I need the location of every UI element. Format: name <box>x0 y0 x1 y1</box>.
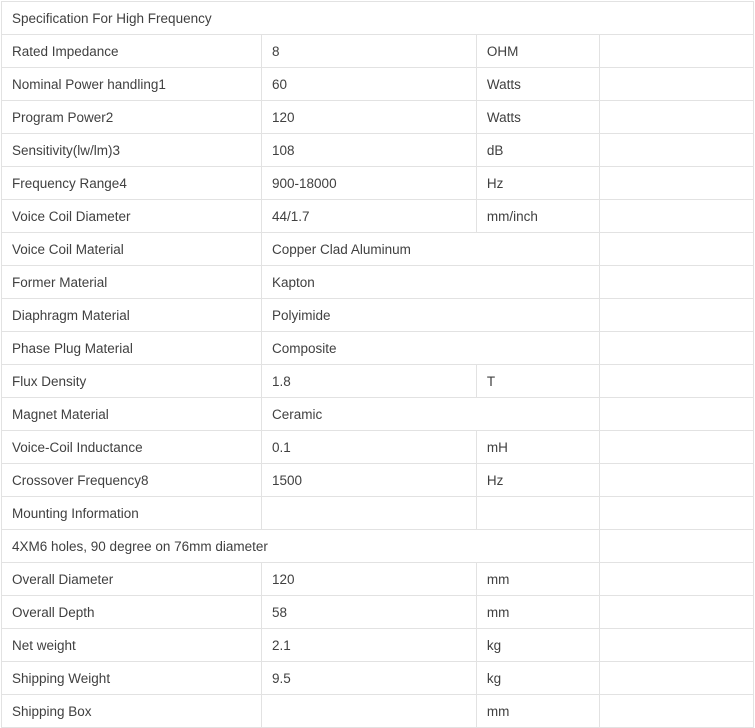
row-value: Copper Clad Aluminum <box>262 233 600 266</box>
row-extra <box>600 167 754 200</box>
row-extra <box>600 563 754 596</box>
table-row <box>2 35 754 68</box>
row-extra <box>600 596 754 629</box>
row-extra <box>600 68 754 101</box>
row-value: Kapton <box>262 266 600 299</box>
table-row <box>2 398 754 431</box>
row-unit: Hz <box>476 464 599 497</box>
row-label: Sensitivity(lw/lm)3 <box>2 134 262 167</box>
table-row <box>2 365 754 398</box>
row-unit: kg <box>476 662 599 695</box>
row-value <box>262 695 477 728</box>
table-row <box>2 332 754 365</box>
row-label: Voice-Coil Inductance <box>2 431 262 464</box>
table-row-title <box>2 2 754 35</box>
row-value: 8 <box>262 35 477 68</box>
row-label: Voice Coil Material <box>2 233 262 266</box>
row-value: Composite <box>262 332 600 365</box>
row-extra <box>600 134 754 167</box>
row-extra <box>600 662 754 695</box>
row-label: Overall Diameter <box>2 563 262 596</box>
row-value: 1.8 <box>262 365 477 398</box>
row-extra <box>600 431 754 464</box>
row-label: Magnet Material <box>2 398 262 431</box>
row-label: Frequency Range4 <box>2 167 262 200</box>
row-extra <box>600 497 754 530</box>
row-value: 2.1 <box>262 629 477 662</box>
row-value: 58 <box>262 596 477 629</box>
row-value <box>262 497 477 530</box>
row-value: 120 <box>262 101 477 134</box>
row-unit: OHM <box>476 35 599 68</box>
row-label: Shipping Weight <box>2 662 262 695</box>
row-unit: mH <box>476 431 599 464</box>
row-label: Phase Plug Material <box>2 332 262 365</box>
specification-sheet <box>0 1 755 719</box>
row-extra <box>600 464 754 497</box>
row-value: Ceramic <box>262 398 600 431</box>
table-row <box>2 464 754 497</box>
row-extra <box>600 398 754 431</box>
table-row <box>2 662 754 695</box>
table-row <box>2 299 754 332</box>
row-label: Nominal Power handling1 <box>2 68 262 101</box>
row-value: 1500 <box>262 464 477 497</box>
row-unit: mm <box>476 695 599 728</box>
row-extra <box>600 35 754 68</box>
table-row <box>2 68 754 101</box>
row-extra <box>600 629 754 662</box>
row-extra <box>600 332 754 365</box>
row-extra <box>600 299 754 332</box>
table-row <box>2 497 754 530</box>
table-row <box>2 101 754 134</box>
row-value: 0.1 <box>262 431 477 464</box>
row-unit: dB <box>476 134 599 167</box>
row-label: Flux Density <box>2 365 262 398</box>
row-label: Shipping Box <box>2 695 262 728</box>
row-extra <box>600 233 754 266</box>
table-row <box>2 134 754 167</box>
table-row <box>2 266 754 299</box>
specification-title: Specification For High Frequency <box>2 2 754 35</box>
row-unit: mm <box>476 596 599 629</box>
row-extra <box>600 365 754 398</box>
row-unit: Watts <box>476 101 599 134</box>
row-label: Former Material <box>2 266 262 299</box>
specification-table-body <box>2 2 754 728</box>
row-label: Diaphragm Material <box>2 299 262 332</box>
row-unit: mm <box>476 563 599 596</box>
row-label: Net weight <box>2 629 262 662</box>
table-row <box>2 695 754 728</box>
row-value: 9.5 <box>262 662 477 695</box>
row-label: Crossover Frequency8 <box>2 464 262 497</box>
row-label: Program Power2 <box>2 101 262 134</box>
row-value: 120 <box>262 563 477 596</box>
row-label: Overall Depth <box>2 596 262 629</box>
row-label: Voice Coil Diameter <box>2 200 262 233</box>
row-extra <box>600 266 754 299</box>
row-extra <box>600 695 754 728</box>
row-unit: Watts <box>476 68 599 101</box>
row-value: Polyimide <box>262 299 600 332</box>
row-label: Rated Impedance <box>2 35 262 68</box>
table-row-mounting-note <box>2 530 754 563</box>
table-row <box>2 233 754 266</box>
table-row <box>2 629 754 662</box>
mounting-note: 4XM6 holes, 90 degree on 76mm diameter <box>2 530 600 563</box>
table-row <box>2 431 754 464</box>
row-value: 60 <box>262 68 477 101</box>
row-unit: mm/inch <box>476 200 599 233</box>
row-value: 44/1.7 <box>262 200 477 233</box>
row-unit: kg <box>476 629 599 662</box>
table-row <box>2 596 754 629</box>
row-unit <box>476 497 599 530</box>
table-row <box>2 563 754 596</box>
row-extra <box>600 200 754 233</box>
specification-table <box>1 1 754 728</box>
row-value: 108 <box>262 134 477 167</box>
row-value: 900-18000 <box>262 167 477 200</box>
table-row <box>2 167 754 200</box>
row-unit: T <box>476 365 599 398</box>
table-row <box>2 200 754 233</box>
row-unit: Hz <box>476 167 599 200</box>
row-label: Mounting Information <box>2 497 262 530</box>
row-extra <box>600 101 754 134</box>
row-extra <box>600 530 754 563</box>
